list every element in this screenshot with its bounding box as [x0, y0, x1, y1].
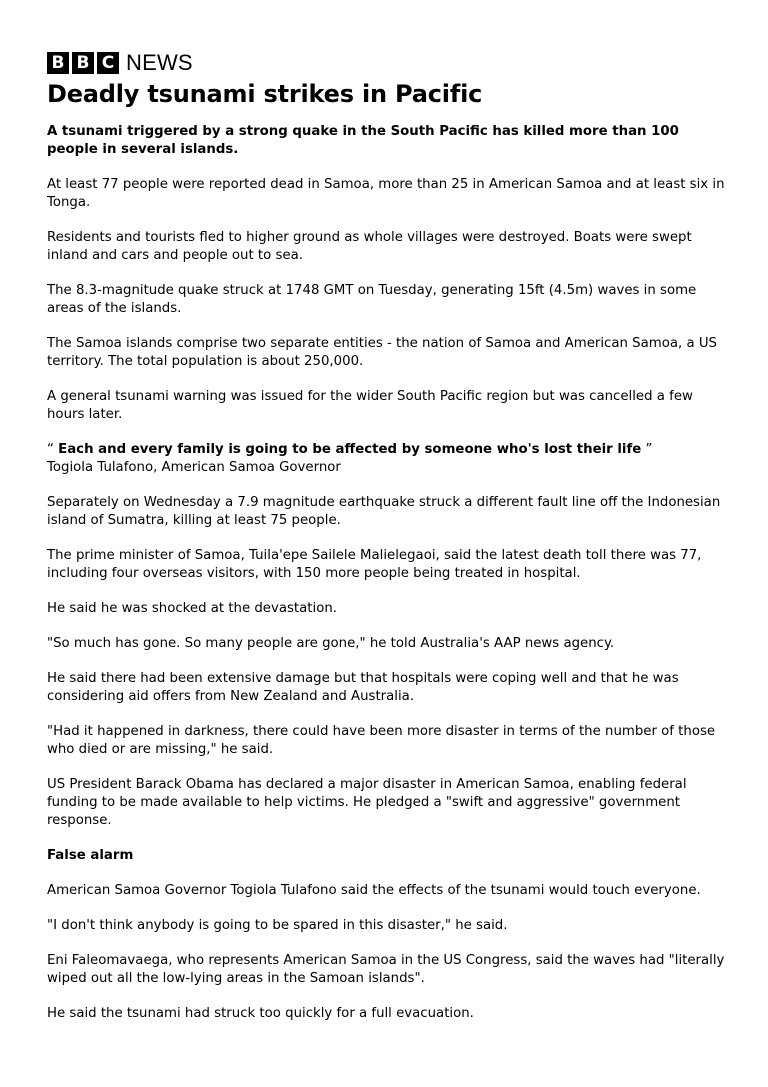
section-subheading: False alarm [47, 848, 134, 863]
pull-quote [47, 441, 727, 477]
paragraph: The 8.3-magnitude quake struck at 1748 GMT on Tuesday, generating 15ft (4.5m) waves in some areas of the islands. [47, 283, 697, 316]
article-page [47, 52, 727, 1040]
quote-close-mark: ” [645, 442, 653, 457]
paragraph: Eni Faleomavaega, who represents American Samoa in the US Congress, said the waves had "literally wiped out all the low-lying areas in the Samoan islands". [47, 953, 725, 986]
logo-news-text: NEWS [126, 50, 193, 75]
paragraph: "So much has gone. So many people are gone," he told Australia's AAP news agency. [47, 636, 615, 651]
article-headline: Deadly tsunami strikes in Pacific [47, 80, 483, 108]
paragraph: US President Barack Obama has declared a major disaster in American Samoa, enabling federal funding to be made available to help victims. He pledged a "swift and aggressive" government response. [47, 777, 687, 828]
paragraph: At least 77 people were reported dead in Samoa, more than 25 in American Samoa and at least six in Tonga. [47, 177, 725, 210]
paragraph: "I don't think anybody is going to be spared in this disaster," he said. [47, 918, 508, 933]
paragraph: He said he was shocked at the devastation. [47, 601, 337, 616]
logo-letter-c: C [97, 52, 119, 74]
quote-text: Each and every family is going to be affected by someone who's lost their life [58, 442, 642, 457]
paragraph: "Had it happened in darkness, there could have been more disaster in terms of the number of those who died or are missing," he said. [47, 724, 716, 757]
article-intro: A tsunami triggered by a strong quake in the South Pacific has killed more than 100 people in several islands. [47, 124, 679, 157]
logo-letter-b1: B [47, 52, 69, 74]
logo-letter-b2: B [72, 52, 94, 74]
paragraph: He said the tsunami had struck too quickly for a full evacuation. [47, 1006, 474, 1021]
paragraph: A general tsunami warning was issued for the wider South Pacific region but was cancelled a few hours later. [47, 389, 693, 422]
quote-attribution: Togiola Tulafono, American Samoa Governor [47, 460, 341, 475]
paragraph: American Samoa Governor Togiola Tulafono said the effects of the tsunami would touch everyone. [47, 883, 701, 898]
paragraph: Separately on Wednesday a 7.9 magnitude earthquake struck a different fault line off the Indonesian island of Sumatra, killing at least 75 people. [47, 495, 721, 528]
paragraph: The Samoa islands comprise two separate entities - the nation of Samoa and American Samoa, a US territory. The total population is about 250,000. [47, 336, 717, 369]
paragraph: Residents and tourists fled to higher ground as whole villages were destroyed. Boats were swept inland and cars and people out to sea. [47, 230, 692, 263]
bbc-news-logo [47, 52, 727, 74]
paragraph: He said there had been extensive damage but that hospitals were coping well and that he was considering aid offers from New Zealand and Australia. [47, 671, 679, 704]
quote-open-mark: “ [47, 442, 54, 457]
paragraph: The prime minister of Samoa, Tuila'epe Sailele Malielegaoi, said the latest death toll there was 77, including four overseas visitors, with 150 more people being treated in hospital. [47, 548, 702, 581]
